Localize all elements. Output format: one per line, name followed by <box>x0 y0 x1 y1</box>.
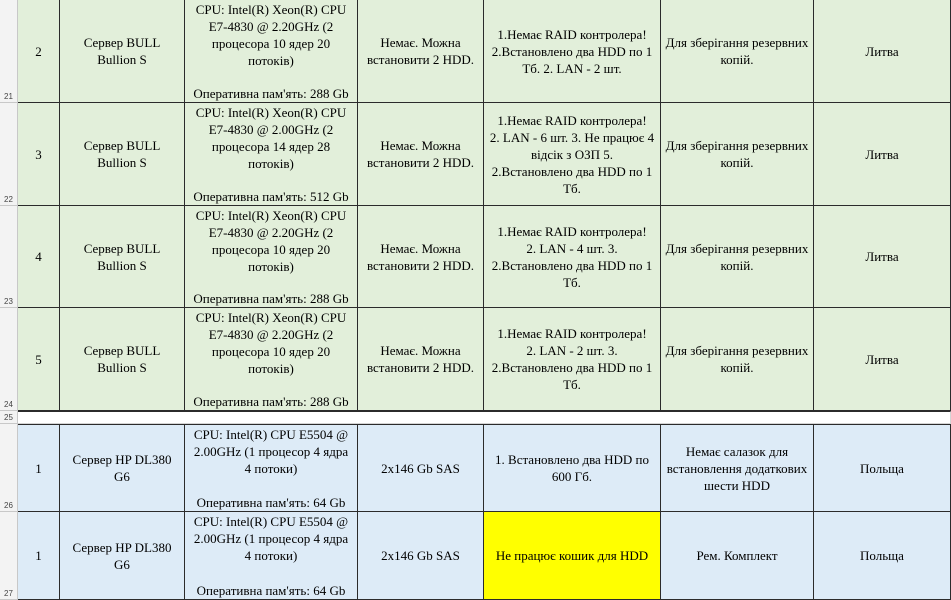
cpu-spec: CPU: Intel(R) Xeon(R) CPU E7-4830 @ 2.20GHz (2 процесора 10 ядер 20 потоків) <box>195 208 347 274</box>
cell-cpu[interactable] <box>185 0 358 103</box>
cell-cpu[interactable] <box>185 308 358 411</box>
cell-disks[interactable]: Немає. Можна встановити 2 HDD. <box>358 308 484 411</box>
cell-origin[interactable]: Литва <box>814 308 951 411</box>
cell-disks[interactable]: Немає. Можна встановити 2 HDD. <box>358 0 484 103</box>
cell-server-name[interactable]: Сервер BULL Bullion S <box>60 206 185 308</box>
cell-server-name[interactable]: Сервер HP DL380 G6 <box>60 424 185 512</box>
row-number: 21 <box>4 92 13 101</box>
cell-number[interactable]: 2 <box>18 0 60 103</box>
cpu-spec: CPU: Intel(R) CPU E5504 @ 2.00GHz (1 процесор 4 ядра 4 потоки) <box>193 427 349 476</box>
ram-spec: Оперативна пам'ять: 288 Gb <box>193 86 349 101</box>
cell-cpu[interactable] <box>185 512 358 600</box>
cell-number[interactable]: 4 <box>18 206 60 308</box>
ram-spec: Оперативна пам'ять: 64 Gb <box>196 495 346 510</box>
ram-spec: Оперативна пам'ять: 64 Gb <box>196 583 346 598</box>
cell-notes[interactable]: 1.Немає RAID контролера! 2.Встановлено два HDD по 1 Тб. 2. LAN - 2 шт. <box>484 0 661 103</box>
cell-server-name[interactable]: Сервер BULL Bullion S <box>60 308 185 411</box>
ram-spec: Оперативна пам'ять: 288 Gb <box>193 394 349 409</box>
cell-cpu[interactable] <box>185 424 358 512</box>
cpu-spec: CPU: Intel(R) CPU E5504 @ 2.00GHz (1 процесор 4 ядра 4 потоки) <box>193 514 349 563</box>
cell-number[interactable]: 1 <box>18 512 60 600</box>
cell-notes[interactable]: 1.Немає RAID контролера! 2. LAN - 6 шт. 3. Не працює 4 відсік з ОЗП 5. 2.Встановлено два HDD по 1 Тб. <box>484 103 661 206</box>
cell-origin[interactable]: Польща <box>814 424 951 512</box>
cell-server-name[interactable]: Сервер BULL Bullion S <box>60 0 185 103</box>
row-header-24[interactable] <box>0 308 18 411</box>
cell-cpu[interactable] <box>185 206 358 308</box>
cpu-spec: CPU: Intel(R) Xeon(R) CPU E7-4830 @ 2.20GHz (2 процесора 10 ядер 20 потоків) <box>195 2 347 68</box>
row-number: 26 <box>4 501 13 510</box>
cell-notes[interactable]: 1.Немає RAID контролера! 2. LAN - 4 шт. 3. 2.Встановлено два HDD по 1 Тб. <box>484 206 661 308</box>
cell-number[interactable]: 1 <box>18 424 60 512</box>
row-header-23[interactable] <box>0 206 18 308</box>
cell-notes-highlighted[interactable]: Не працює кошик для HDD <box>484 512 661 600</box>
row-number: 25 <box>4 413 13 422</box>
row-header-27[interactable] <box>0 512 18 600</box>
cell-disks[interactable]: 2x146 Gb SAS <box>358 512 484 600</box>
cell-server-name[interactable]: Сервер HP DL380 G6 <box>60 512 185 600</box>
row-header-22[interactable] <box>0 103 18 206</box>
cell-disks[interactable]: Немає. Можна встановити 2 HDD. <box>358 103 484 206</box>
cell-disks[interactable]: 2x146 Gb SAS <box>358 424 484 512</box>
row-number: 27 <box>4 589 13 598</box>
row-number: 22 <box>4 195 13 204</box>
row-header-21[interactable] <box>0 0 18 103</box>
cell-origin[interactable]: Литва <box>814 0 951 103</box>
cell-origin[interactable]: Польща <box>814 512 951 600</box>
row-header-25[interactable] <box>0 411 18 424</box>
cpu-spec: CPU: Intel(R) Xeon(R) CPU E7-4830 @ 2.20GHz (2 процесора 10 ядер 20 потоків) <box>195 310 347 376</box>
cpu-spec: CPU: Intel(R) Xeon(R) CPU E7-4830 @ 2.00GHz (2 процесора 14 ядер 28 потоків) <box>195 105 347 171</box>
cell-cpu[interactable] <box>185 103 358 206</box>
cell-number[interactable]: 3 <box>18 103 60 206</box>
ram-spec: Оперативна пам'ять: 288 Gb <box>193 291 349 306</box>
cell-disks[interactable]: Немає. Можна встановити 2 HDD. <box>358 206 484 308</box>
cell-purpose[interactable]: Для зберігання резервних копій. <box>661 308 814 411</box>
row-number: 23 <box>4 297 13 306</box>
empty-row[interactable] <box>18 411 951 424</box>
cell-purpose[interactable]: Рем. Комплект <box>661 512 814 600</box>
cell-number[interactable]: 5 <box>18 308 60 411</box>
cell-purpose[interactable]: Для зберігання резервних копій. <box>661 103 814 206</box>
cell-notes[interactable]: 1.Немає RAID контролера! 2. LAN - 2 шт. 3. 2.Встановлено два HDD по 1 Тб. <box>484 308 661 411</box>
cell-purpose[interactable]: Для зберігання резервних копій. <box>661 206 814 308</box>
cell-notes[interactable]: 1. Встановлено два HDD по 600 Гб. <box>484 424 661 512</box>
cell-origin[interactable]: Литва <box>814 103 951 206</box>
row-header-26[interactable] <box>0 424 18 512</box>
cell-purpose[interactable]: Для зберігання резервних копій. <box>661 0 814 103</box>
cell-server-name[interactable]: Сервер BULL Bullion S <box>60 103 185 206</box>
cell-origin[interactable]: Литва <box>814 206 951 308</box>
cell-purpose[interactable]: Немає салазок для встановлення додаткових шести HDD <box>661 424 814 512</box>
row-number: 24 <box>4 400 13 409</box>
ram-spec: Оперативна пам'ять: 512 Gb <box>193 189 349 204</box>
